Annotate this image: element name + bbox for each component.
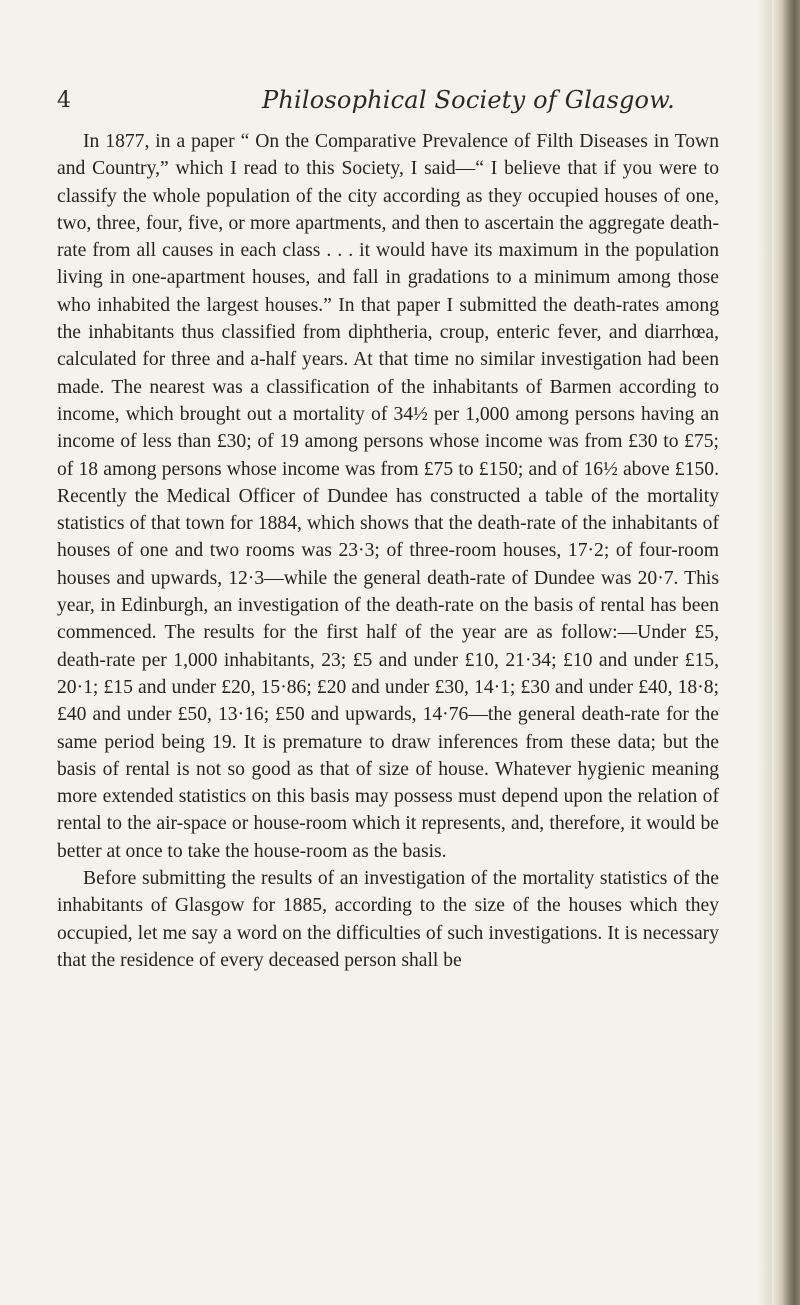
page-gutter-shadow <box>758 0 772 1305</box>
paragraph-1: In 1877, in a paper “ On the Comparative Prevalence of Filth Diseases in Town and Country,” which I read to this Society, I said—“ I believe that if you were to classify the whole population of the city according as they occupied houses of one, two, three, four, five, or more apartments, and then to ascertain the aggregate death-rate from all causes in each class . . . it would have its maximum in the population living in one-apartment houses, and fall in gradations to a minimum among those who inhabited the largest houses.” In that paper I submitted the death-rates among the inhabitants thus classified from diphtheria, croup, enteric fever, and diarrhœa, calculated for three and a-half years. At that time no similar investigation had been made. The nearest was a classification of the inhabitants of Barmen according to income, which brought out a mortality of 34½ per 1,000 among persons having an income of less than £30; of 19 among persons whose income was from £30 to £75; of 18 among persons whose income was from £75 to £150; and of 16½ above £150. Recently the Medical Officer of Dundee has constructed a table of the mortality statistics of that town for 1884, which shows that the death-rate of the inhabitants of houses of one and two rooms was 23·3; of three-room houses, 17·2; of four-room houses and upwards, 12·3—while the general death-rate of Dundee was 20·7. This year, in Edinburgh, an investigation of the death-rate on the basis of rental has been commenced. The results for the first half of the year are as follow:—Under £5, death-rate per 1,000 inhabitants, 23; £5 and under £10, 21·34; £10 and under £15, 20·1; £15 and under £20, 15·86; £20 and under £30, 14·1; £30 and under £40, 18·8; £40 and under £50, 13·16; £50 and upwards, 14·76—the general death-rate for the same period being 19. It is premature to draw inferences from these data; but the basis of rental is not so good as that of size of house. Whatever hygienic meaning more extended statistics on this basis may possess must depend upon the relation of rental to the air-space or house-room which it represents, and, therefore, it would be better at once to take the house-room as the basis. <box>57 131 719 862</box>
page-header <box>57 82 737 118</box>
page-number: 4 <box>57 88 71 113</box>
page-edge <box>772 0 800 1305</box>
running-title: Philosophical Society of Glasgow. <box>262 86 675 114</box>
paragraph-2: Before submitting the results of an investigation of the mortality statistics of the inhabitants of Glasgow for 1885, according to the size of the houses which they occupied, let me say a word on the difficulties of such investigations. It is necessary that the residence of every deceased person shall be <box>57 868 719 971</box>
body-text <box>57 128 719 974</box>
